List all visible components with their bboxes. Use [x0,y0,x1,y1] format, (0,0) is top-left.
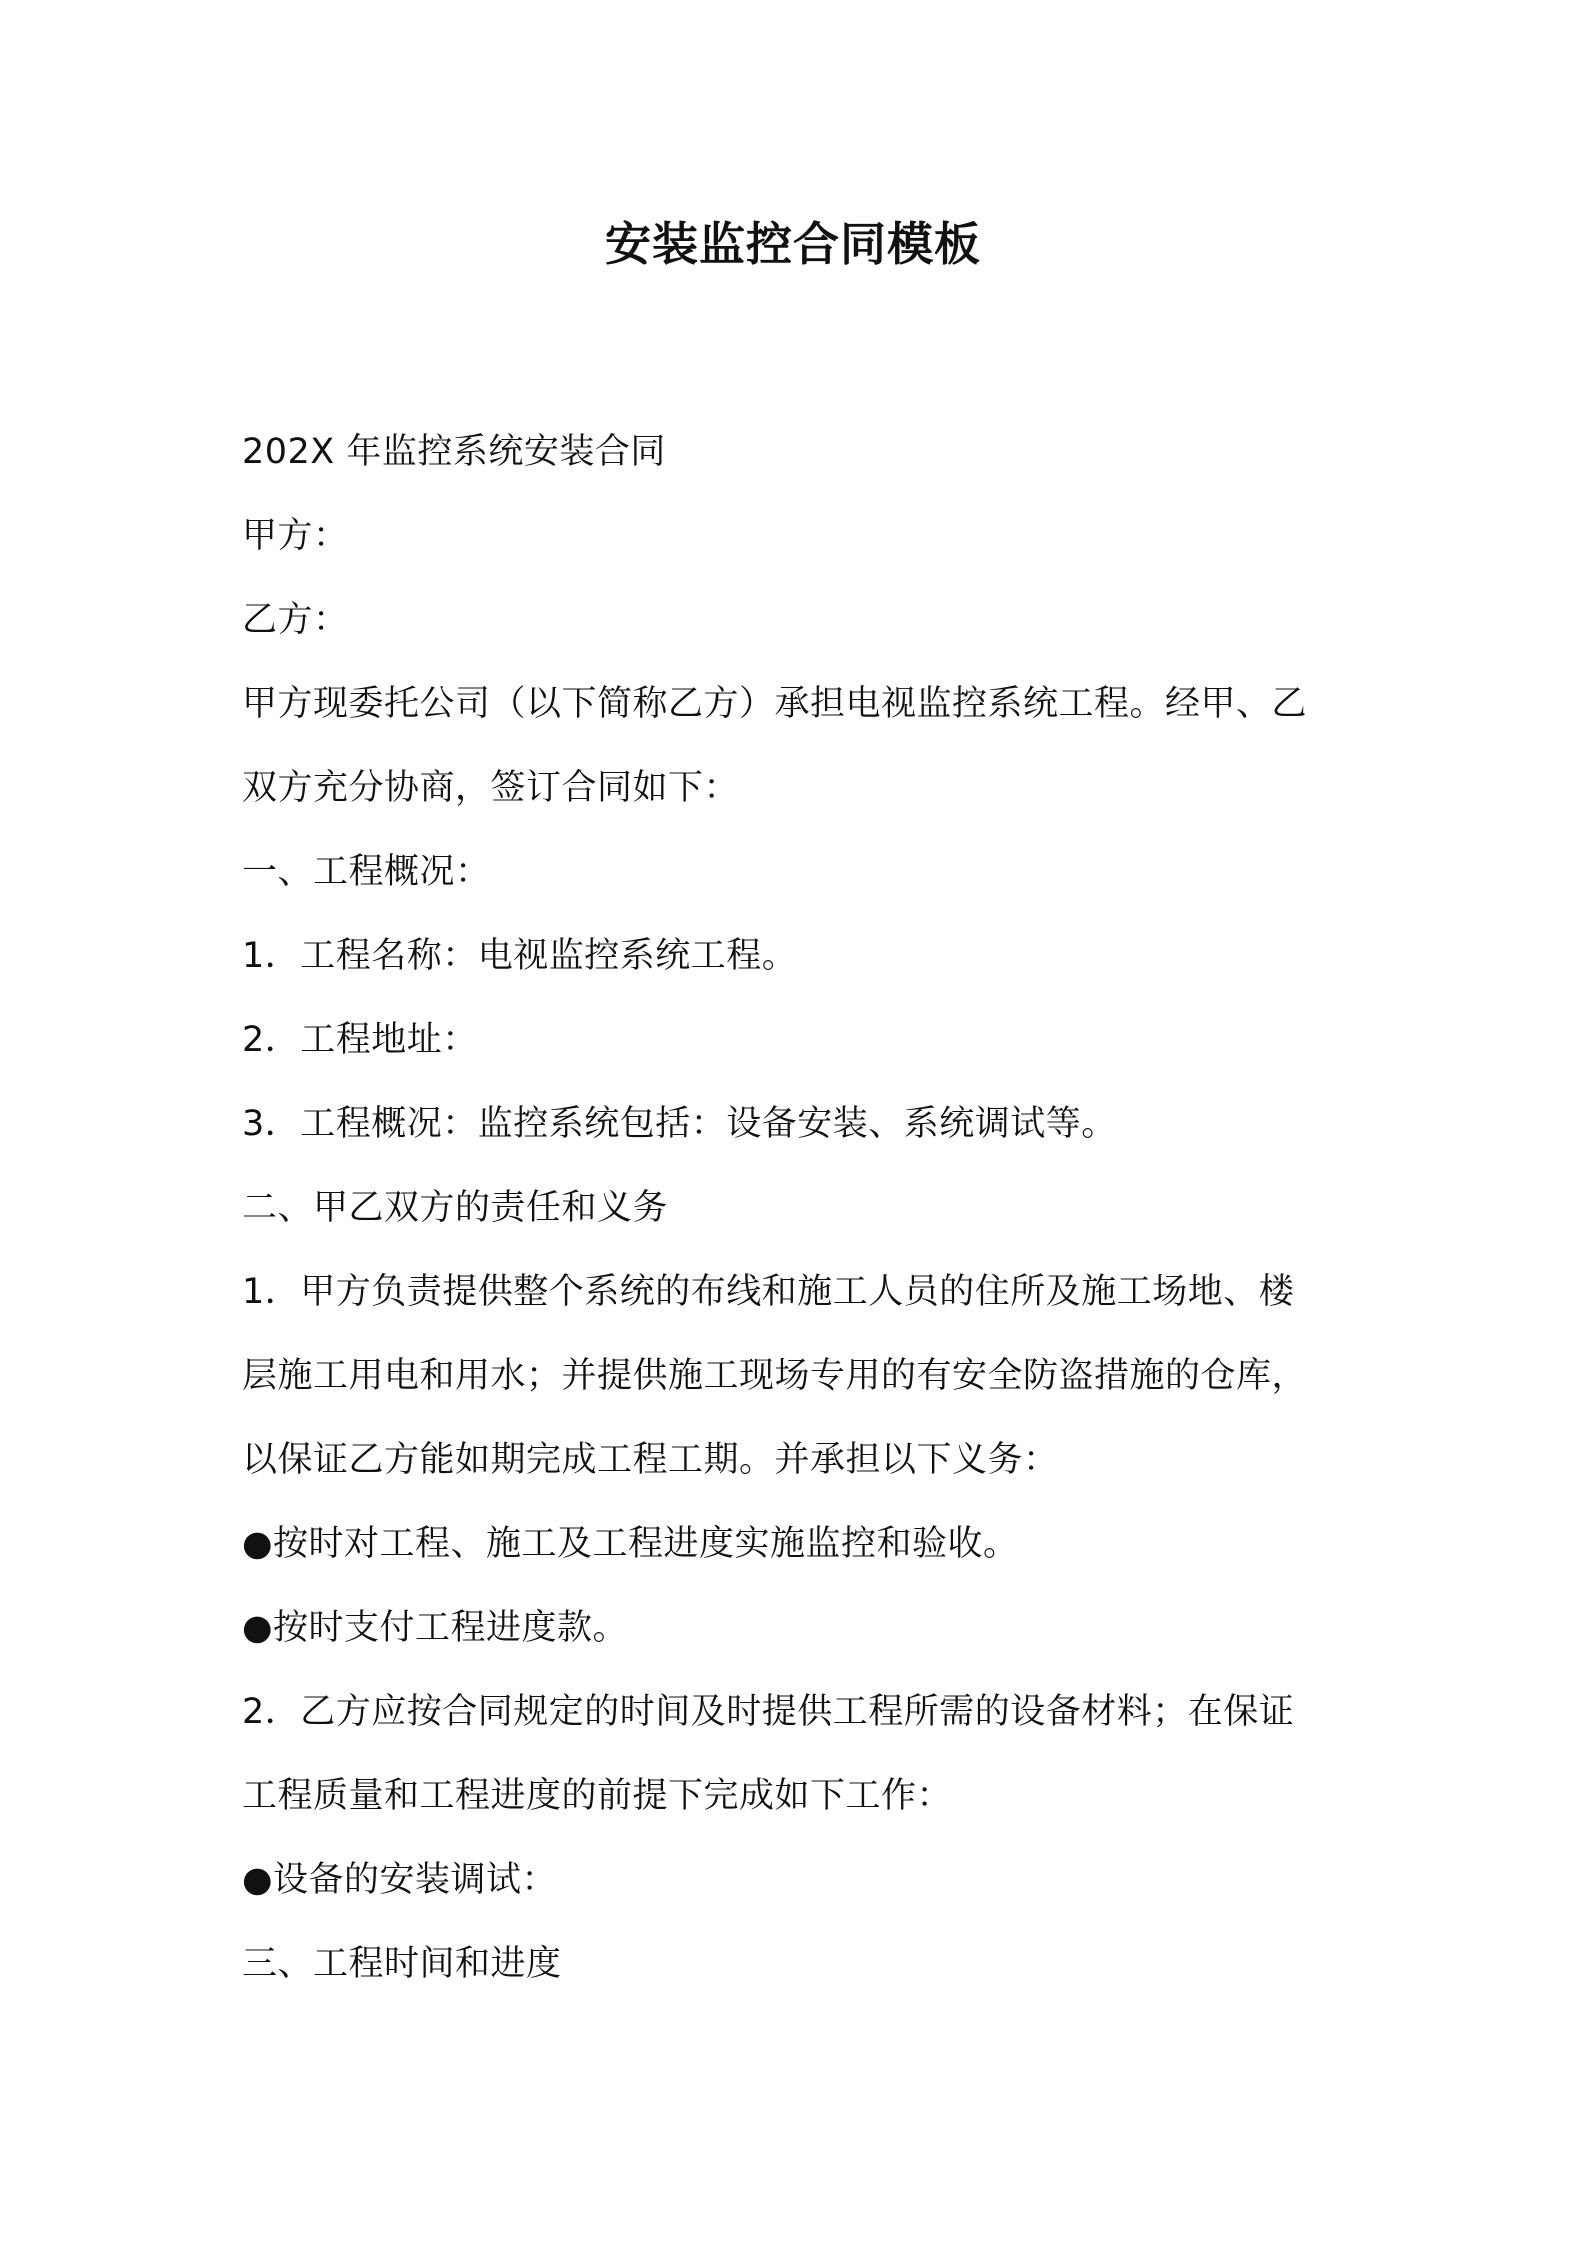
list-item: 2．工程地址： [242,1020,478,1060]
bullet-item: ●按时对工程、施工及工程进度实施监控和验收。 [242,1524,1019,1564]
paragraph-line: 1．甲方负责提供整个系统的布线和施工人员的住所及施工场地、楼 [242,1272,1295,1312]
document-body [242,410,1362,2006]
paragraph-line: 双方充分协商，签订合同如下： [242,768,740,808]
document-title: 安装监控合同模板 [605,217,981,271]
paragraph-line: 以保证乙方能如期完成工程工期。并承担以下义务： [242,1440,1059,1480]
section-heading: 一、工程概况： [242,852,491,892]
contract-name-line: 202X 年监控系统安装合同 [242,432,666,472]
paragraph-line: 层施工用电和用水；并提供施工现场专用的有安全防盗措施的仓库， [242,1356,1308,1396]
party-b-line: 乙方： [242,600,349,640]
bullet-item: ●设备的安装调试： [242,1860,558,1900]
list-item: 1．工程名称：电视监控系统工程。 [242,936,798,976]
party-a-line: 甲方： [242,516,349,556]
bullet-item: ●按时支付工程进度款。 [242,1608,629,1648]
section-heading: 二、甲乙双方的责任和义务 [242,1188,669,1228]
paragraph-line: 2．乙方应按合同规定的时间及时提供工程所需的设备材料；在保证 [242,1692,1295,1732]
paragraph-line: 工程质量和工程进度的前提下完成如下工作： [242,1776,953,1816]
paragraph-line: 甲方现委托公司（以下简称乙方）承担电视监控系统工程。经甲、乙 [242,684,1308,724]
section-heading: 三、工程时间和进度 [242,1944,562,1984]
list-item: 3．工程概况：监控系统包括：设备安装、系统调试等。 [242,1104,1117,1144]
